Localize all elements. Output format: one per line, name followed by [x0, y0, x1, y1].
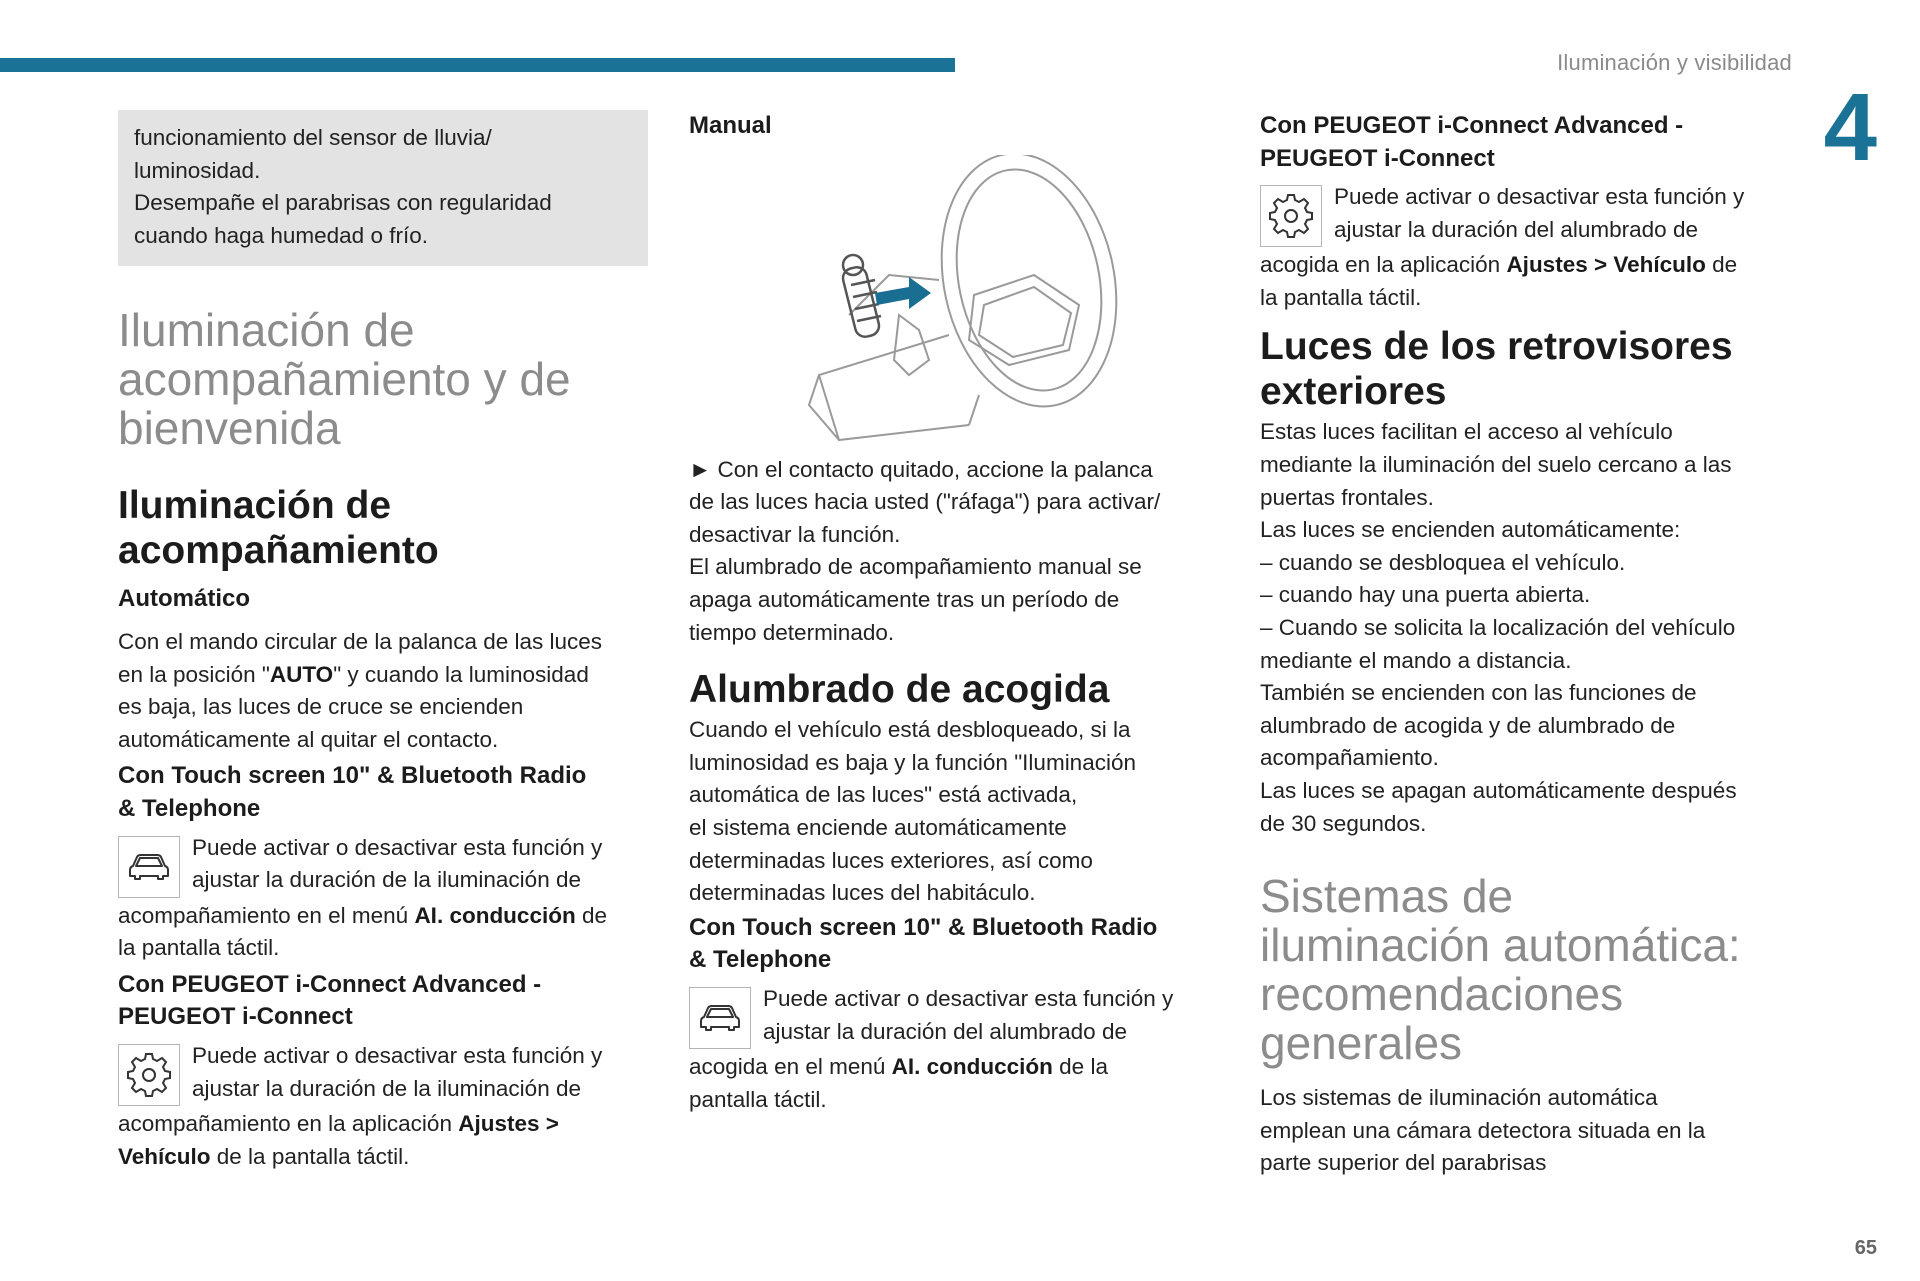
- gear-icon: [1260, 185, 1322, 247]
- retrovisores-paragraph: [1260, 416, 1800, 840]
- chapter-number: 4: [1823, 74, 1877, 181]
- text-line: determinadas luces exteriores, así como: [689, 847, 1093, 873]
- text-line: ajustar la duración del alumbrado de: [763, 1018, 1127, 1044]
- automatico-paragraph: [118, 626, 648, 756]
- text-line: Puede activar o desactivar esta función y: [1334, 184, 1745, 210]
- heading-line: PEUGEOT i-Connect: [118, 1003, 353, 1031]
- text-line: Los sistemas de iluminación automática: [1260, 1085, 1658, 1111]
- text-line: emplean una cámara detectora situada en la: [1260, 1117, 1706, 1143]
- text-line: Con el mando circular de la palanca de las luces: [118, 628, 603, 654]
- text-line: de las luces hacia usted ("ráfaga") para activar/: [689, 489, 1161, 515]
- text-line: acogida en la aplicación Ajustes > Vehículo de: [1260, 252, 1738, 278]
- subheading-automatico: Automático: [118, 585, 250, 613]
- note-line: funcionamiento del sensor de lluvia/: [134, 125, 492, 150]
- section-title: Iluminación y visibilidad: [1557, 50, 1792, 75]
- subheading-manual: Manual: [689, 112, 772, 139]
- acogida-paragraph: [689, 714, 1219, 910]
- text-line: la pantalla táctil.: [118, 935, 280, 961]
- header-accent-bar: [0, 58, 955, 72]
- main-title: [118, 306, 648, 453]
- touchscreen-heading: [118, 760, 648, 825]
- heading-line: & Telephone: [118, 794, 261, 822]
- note-line: luminosidad.: [134, 157, 261, 183]
- note-line: Desempañe el parabrisas con regularidad: [134, 190, 552, 216]
- touchscreen-paragraph: [689, 983, 1219, 1116]
- heading-retrovisores: [1260, 324, 1800, 414]
- text-line: ajustar la duración de la iluminación de: [192, 867, 581, 893]
- text-line: mediante la iluminación del suelo cercano a las: [1260, 451, 1732, 477]
- main-title-line: acompañamiento y de: [118, 353, 571, 406]
- text-line: desactivar la función.: [689, 521, 901, 547]
- car-icon: [689, 987, 751, 1049]
- heading-line: Con PEUGEOT i-Connect Advanced -: [1260, 112, 1684, 139]
- iconnect-paragraph: [118, 1040, 648, 1173]
- heading-line: Con PEUGEOT i-Connect Advanced -: [118, 970, 542, 998]
- column-3: [1260, 110, 1800, 1180]
- text-line: parte superior del parabrisas: [1260, 1150, 1547, 1176]
- heading-acompanamiento: [118, 483, 648, 573]
- heading-line: PEUGEOT i-Connect: [1260, 144, 1495, 172]
- text-line: Puede activar o desactivar esta función y: [192, 1042, 603, 1068]
- page-number: 65: [1854, 1237, 1877, 1259]
- touchscreen-heading: [689, 912, 1219, 977]
- title-line: Sistemas de: [1260, 870, 1514, 923]
- note-line: cuando haga humedad o frío.: [134, 222, 428, 248]
- text-line: pantalla táctil.: [689, 1086, 827, 1112]
- text-line: alumbrado de acogida y de alumbrado de: [1260, 712, 1676, 738]
- title-line: iluminación automática:: [1260, 919, 1741, 972]
- steering-wheel-lever-illustration: [779, 155, 1209, 445]
- gear-icon: [118, 1044, 180, 1106]
- list-item: – Cuando se solicita la localización del vehículo: [1260, 614, 1736, 640]
- list-item: – cuando hay una puerta abierta.: [1260, 582, 1591, 608]
- text-line: ► Con el contacto quitado, accione la palanca: [689, 456, 1153, 482]
- touchscreen-paragraph: [118, 832, 648, 965]
- text-line: puertas frontales.: [1260, 484, 1434, 510]
- heading-line: Luces de los retrovisores: [1260, 325, 1733, 369]
- text-line: en la posición "AUTO" y cuando la luminosidad: [118, 661, 589, 687]
- heading-line: Con Touch screen 10" & Bluetooth Radio: [689, 913, 1158, 941]
- text-line: mediante el mando a distancia.: [1260, 647, 1572, 673]
- text-line: Vehículo de la pantalla táctil.: [118, 1143, 410, 1169]
- heading-line: Iluminación de: [118, 484, 392, 528]
- text-line: luminosidad es baja y la función "Iluminación: [689, 749, 1136, 775]
- text-line: de 30 segundos.: [1260, 810, 1427, 836]
- text-line: la pantalla táctil.: [1260, 284, 1422, 310]
- text-line: acompañamiento en el menú AI. conducción de: [118, 902, 607, 928]
- title-line: recomendaciones: [1260, 968, 1624, 1021]
- text-line: acogida en el menú AI. conducción de la: [689, 1053, 1108, 1079]
- text-line: acompañamiento.: [1260, 745, 1439, 771]
- sistemas-paragraph: [1260, 1082, 1800, 1180]
- info-note: [118, 110, 648, 266]
- text-line: determinadas luces del habitáculo.: [689, 880, 1036, 906]
- heading-line: Con Touch screen 10" & Bluetooth Radio: [118, 762, 587, 790]
- text-line: apaga automáticamente tras un período de: [689, 586, 1120, 612]
- text-line: Puede activar o desactivar esta función y: [763, 985, 1174, 1011]
- main-title-line: bienvenida: [118, 402, 341, 455]
- iconnect-heading: [118, 969, 648, 1034]
- text-line: Las luces se apagan automáticamente después: [1260, 777, 1737, 803]
- heading-line: acompañamiento: [118, 529, 439, 573]
- manual-paragraph: [689, 454, 1219, 650]
- iconnect-paragraph: [1260, 181, 1800, 314]
- text-line: tiempo determinado.: [689, 619, 895, 645]
- main-title-line: Iluminación de: [118, 304, 415, 357]
- column-2: [689, 110, 1219, 1116]
- text-line: También se encienden con las funciones de: [1260, 680, 1697, 706]
- text-line: ajustar la duración del alumbrado de: [1334, 216, 1698, 242]
- text-line: el sistema enciende automáticamente: [689, 814, 1067, 840]
- title-line: generales: [1260, 1017, 1463, 1070]
- list-item: – cuando se desbloquea el vehículo.: [1260, 549, 1626, 575]
- text-line: es baja, las luces de cruce se encienden: [118, 694, 524, 720]
- text-line: automática de las luces" está activada,: [689, 782, 1078, 808]
- iconnect-heading: [1260, 110, 1800, 175]
- text-line: Las luces se encienden automáticamente:: [1260, 517, 1681, 543]
- text-line: ajustar la duración de la iluminación de: [192, 1075, 581, 1101]
- heading-acogida: Alumbrado de acogida: [689, 668, 1110, 712]
- car-icon: [118, 836, 180, 898]
- text-line: Estas luces facilitan el acceso al vehículo: [1260, 419, 1673, 445]
- text-line: acompañamiento en la aplicación Ajustes >: [118, 1110, 559, 1136]
- heading-line: exteriores: [1260, 370, 1447, 414]
- column-1: [118, 110, 648, 1173]
- text-line: automáticamente al quitar el contacto.: [118, 726, 499, 752]
- text-line: El alumbrado de acompañamiento manual se: [689, 554, 1142, 580]
- heading-line: & Telephone: [689, 946, 832, 974]
- text-line: Cuando el vehículo está desbloqueado, si la: [689, 717, 1131, 743]
- sistemas-title: [1260, 872, 1800, 1068]
- text-line: Puede activar o desactivar esta función y: [192, 834, 603, 860]
